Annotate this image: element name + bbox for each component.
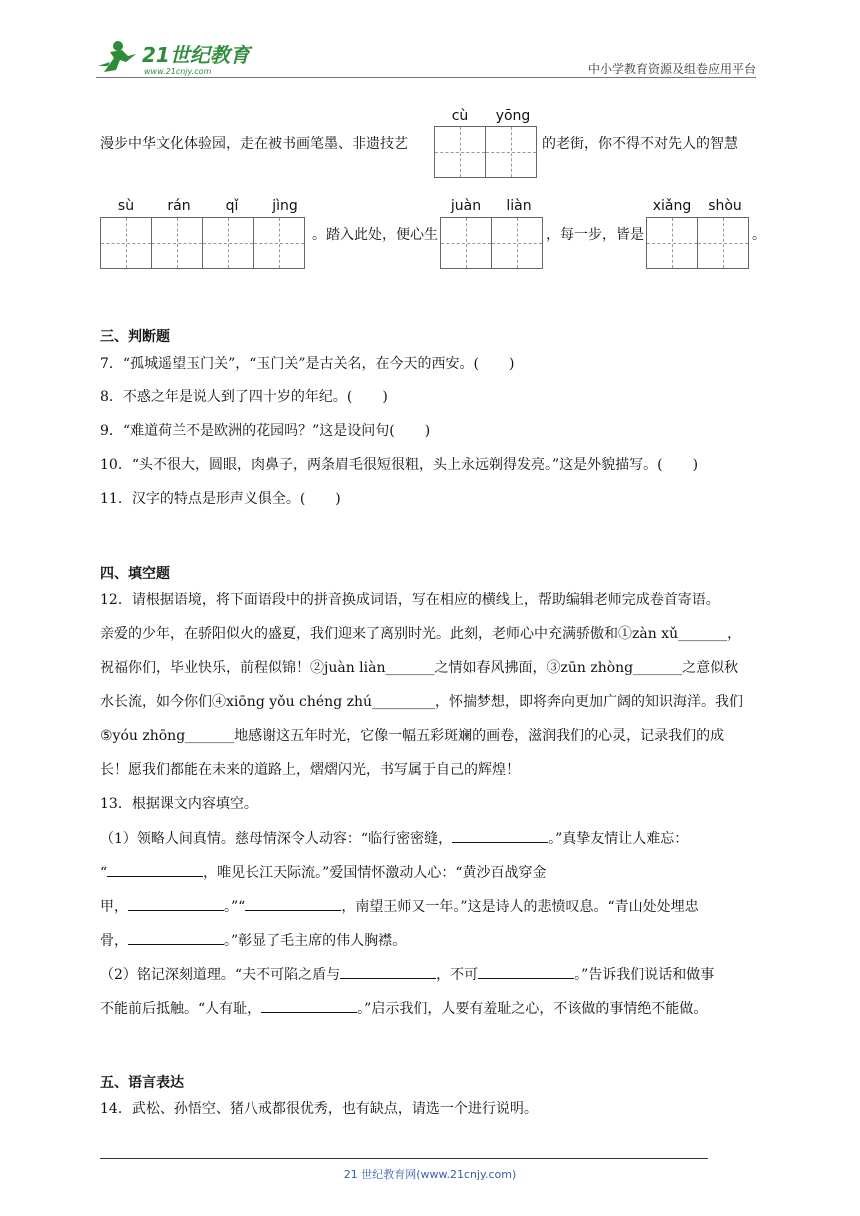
char-box[interactable] [151, 217, 203, 269]
char-box[interactable] [697, 217, 749, 269]
char-box[interactable] [100, 217, 152, 269]
footer-text[interactable]: 21 世纪教育网(www.21cnjy.com) [343, 1168, 517, 1181]
svg-text:21世纪教育: 21世纪教育 [142, 43, 250, 67]
answer-blank[interactable] [452, 828, 548, 843]
section-4-title: 四、填空题 [100, 566, 170, 582]
q12-line-3: 祝福你们，毕业快乐，前程似锦！②juàn liàn_______之情如春风拂面，③zūn zhòng_______之意似秋 [100, 660, 739, 676]
char-grid-4[interactable] [646, 217, 749, 269]
site-logo [96, 36, 266, 78]
char-box[interactable] [440, 217, 492, 269]
footer-divider [100, 1158, 708, 1159]
char-grid-3[interactable] [440, 217, 543, 269]
q13-line-1: （1）领略人间真情。慈母情深令人动容：“临行密密缝， 。”真挚友情让人难忘： [100, 828, 688, 849]
answer-blank[interactable] [128, 930, 224, 945]
char-box[interactable] [646, 217, 698, 269]
pinyin-shou: shòu [708, 198, 742, 214]
answer-blank[interactable] [107, 862, 203, 877]
char-box[interactable] [485, 126, 537, 178]
passage-seg-3: ，每一步，皆是 [546, 227, 644, 243]
q12-line-5: ⑤yóu zhōng_______地感谢这五年时光，它像一幅五彩斑斓的画卷，滋润我们的心灵，记录我们的成 [100, 728, 725, 744]
question-10: 10．“头不很大，圆眼，肉鼻子，两条眉毛很短很粗，头上永远剃得发亮。”这是外貌描写。( ) [100, 457, 699, 473]
pinyin-juan: juàn [450, 198, 482, 214]
question-8: 8．不惑之年是说人到了四十岁的年纪。( ) [100, 389, 388, 405]
q13-title: 13．根据课文内容填空。 [100, 796, 258, 812]
passage-line-1a: 漫步中华文化体验园，走在被书画笔墨、非遗技艺 [100, 136, 408, 152]
pinyin-yong: yōng [495, 108, 531, 124]
q13-line-3: 甲， 。”“ ，南望王师又一年。”这是诗人的悲愤叹息。“青山处处埋忠 [100, 896, 699, 917]
answer-blank[interactable] [340, 964, 436, 979]
char-grid-2[interactable] [100, 217, 305, 269]
q13-line-5: （2）铭记深刻道理。“夫不可陷之盾与 ，不可 。”告诉我们说话和做事 [100, 964, 714, 985]
section-5-title: 五、语言表达 [100, 1075, 184, 1091]
question-7: 7．“孤城遥望玉门关”，“玉门关”是古关名，在今天的西安。( ) [100, 356, 515, 372]
pinyin-ran: rán [167, 198, 191, 214]
answer-blank[interactable] [261, 998, 357, 1013]
answer-blank[interactable] [478, 964, 574, 979]
char-box[interactable] [434, 126, 486, 178]
passage-seg-4: 。 [752, 227, 766, 243]
pinyin-su: sù [117, 198, 135, 214]
pinyin-lian: liàn [506, 198, 532, 214]
q12-line-6: 长！愿我们都能在未来的道路上，熠熠闪光，书写属于自己的辉煌！ [100, 762, 520, 778]
question-11: 11．汉字的特点是形声义俱全。( ) [100, 491, 341, 507]
section-3-title: 三、判断题 [100, 329, 170, 345]
q13-line-2: “ ，唯见长江天际流。”爱国情怀激动人心：“黄沙百战穿金 [100, 862, 547, 883]
q12-line-2: 亲爱的少年，在骄阳似火的盛夏，我们迎来了离别时光。此刻，老师心中充满骄傲和①zàn xǔ_______， [100, 626, 742, 642]
question-9: 9．“难道荷兰不是欧洲的花园吗？”这是设问句( ) [100, 423, 431, 439]
header-platform-text: 中小学教育资源及组卷应用平台 [587, 62, 756, 76]
char-box[interactable] [253, 217, 305, 269]
q13-line-4: 骨， 。”彰显了毛主席的伟人胸襟。 [100, 930, 406, 951]
question-14: 14．武松、孙悟空、猪八戒都很优秀，也有缺点，请选一个进行说明。 [100, 1101, 538, 1117]
header-divider [96, 77, 756, 78]
passage-line-1b: 的老街，你不得不对先人的智慧 [542, 136, 738, 152]
answer-blank[interactable] [128, 896, 224, 911]
char-box[interactable] [491, 217, 543, 269]
q13-line-6: 不能前后抵触。“人有耻， 。”启示我们，人要有羞耻之心，不该做的事情绝不能做。 [100, 998, 707, 1019]
char-grid-1[interactable] [434, 126, 537, 178]
passage-seg-2: 。踏入此处，便心生 [312, 227, 438, 243]
pinyin-qi: qǐ [225, 198, 239, 214]
pinyin-xiang: xiǎng [652, 198, 692, 214]
svg-text:www.21cnjy.com: www.21cnjy.com [144, 67, 212, 76]
answer-blank[interactable] [245, 896, 341, 911]
pinyin-cu: cù [451, 108, 469, 124]
pinyin-jing: jìng [272, 198, 298, 214]
char-box[interactable] [202, 217, 254, 269]
q12-line-4: 水长流，如今你们④xiōng yǒu chéng zhú_________，怀揣梦想，即将奔向更加广阔的知识海洋。我们 [100, 694, 744, 710]
q12-line-1: 12．请根据语境，将下面语段中的拼音换成词语，写在相应的横线上，帮助编辑老师完成卷首寄语。 [100, 592, 720, 608]
